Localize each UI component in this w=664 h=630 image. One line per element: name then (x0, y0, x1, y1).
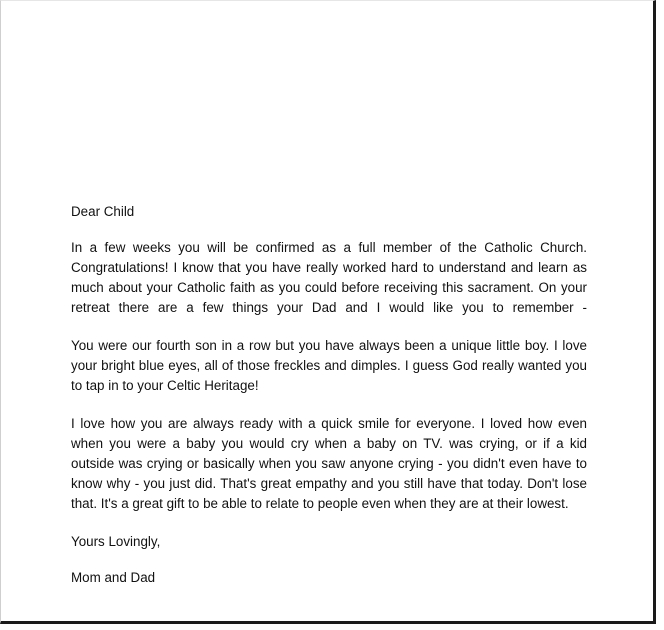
signature: Mom and Dad (71, 570, 156, 585)
salutation: Dear Child (71, 204, 135, 219)
paragraph-confirmation: In a few weeks you will be confirmed as a full member of the Catholic Church. Congratulations! I know that you have really worked hard to understand and learn as much about your Catholic faith as you could before receiving this sacrament. On your retreat there are a few things your Dad and I would like you to remember - (71, 240, 587, 315)
paragraph-fourth-son: You were our fourth son in a row but you have always been a unique little boy. I love your bright blue eyes, all of those freckles and dimples. I guess God really wanted you to tap in to your Celtic Heritage! (71, 338, 587, 393)
closing: Yours Lovingly, (71, 534, 161, 549)
paragraph-empathy: I love how you are always ready with a quick smile for everyone. I loved how even when you were a baby you would cry when a baby on TV. was crying, or if a kid outside was crying or basically when you saw anyone crying - you didn't even have to know why - you just did. That's great empathy and you still have that today. Don't lose that. It's a great gift to be able to relate to people even when they are at their lowest. (71, 416, 587, 511)
letter-body (71, 202, 587, 606)
